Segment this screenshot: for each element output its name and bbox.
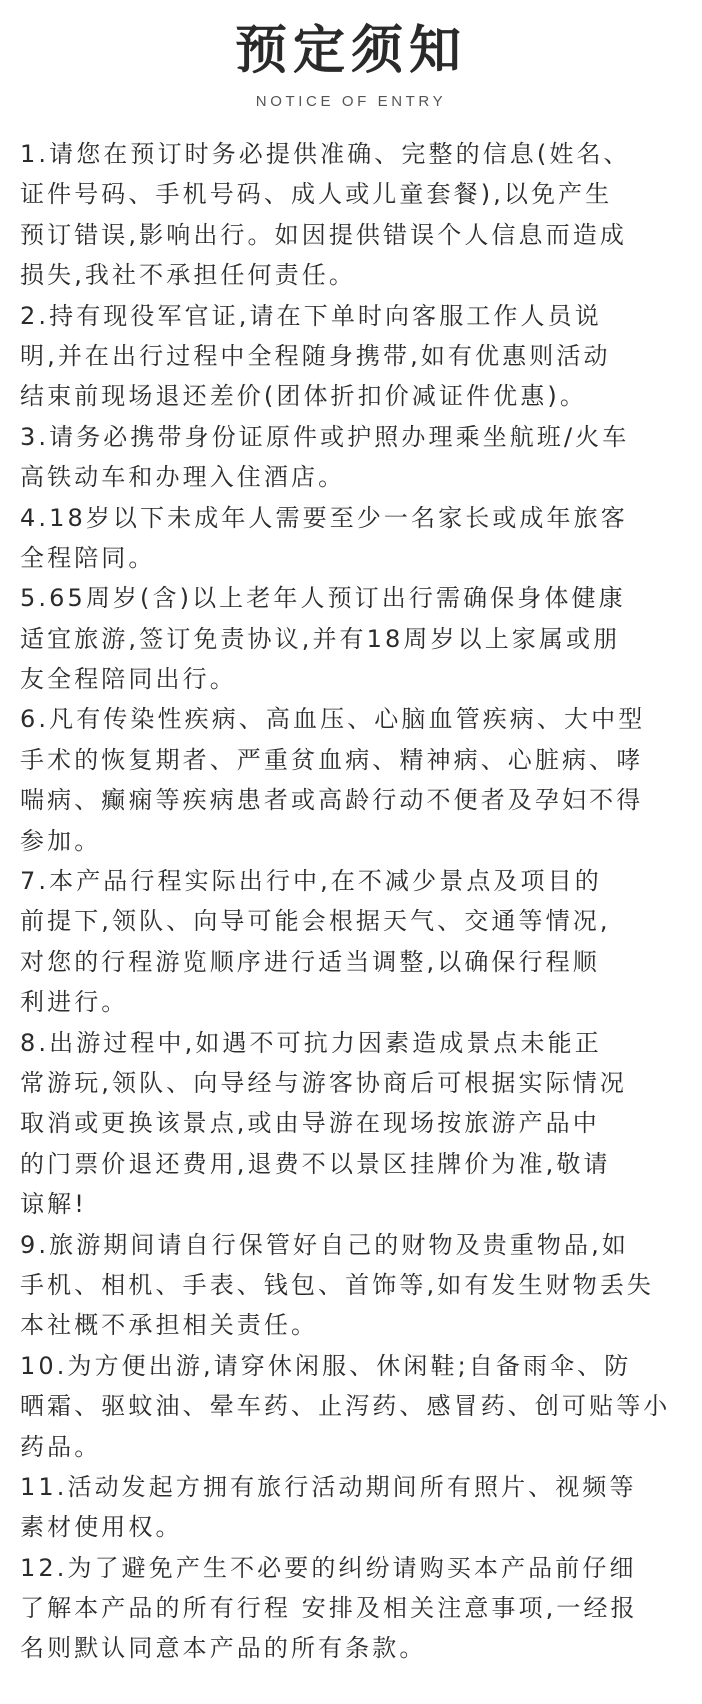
- page-title: 预定须知: [234, 21, 467, 81]
- notice-line: 药品。: [20, 1432, 102, 1461]
- notice-line: 素材使用权。: [20, 1513, 183, 1542]
- notice-line: 5.65周岁(含)以上老年人预订出行需确保身体健康: [20, 584, 626, 613]
- notice-line: 6.凡有传染性疾病、高血压、心脑血管疾病、大中型: [20, 705, 646, 734]
- notice-line: 预订错误,影响出行。如因提供错误个人信息而造成: [20, 220, 627, 249]
- notice-item-8: [20, 1023, 690, 1225]
- notice-line: 2.持有现役军官证,请在下单时向客服工作人员说: [20, 301, 602, 330]
- notice-line: 了解本产品的所有行程 安排及相关注意事项,一经报: [20, 1594, 638, 1623]
- notice-line: 取消或更换该景点,或由导游在现场按旅游产品中: [20, 1109, 600, 1138]
- notice-line: 4.18岁以下未成年人需要至少一名家长或成年旅客: [20, 503, 628, 532]
- notice-line: 证件号码、手机号码、成人或儿童套餐),以免产生: [20, 180, 613, 209]
- notice-line: 结束前现场退还差价(团体折扣价减证件优惠)。: [20, 382, 587, 411]
- notice-line: 损失,我社不承担任何责任。: [20, 261, 356, 290]
- notice-item-12: [20, 1548, 690, 1669]
- notice-line: 9.旅游期间请自行保管好自己的财物及贵重物品,如: [20, 1230, 629, 1259]
- notice-item-6: [20, 699, 690, 861]
- notice-item-7: [20, 861, 690, 1023]
- notice-line: 3.请务必携带身份证原件或护照办理乘坐航班/火车: [20, 422, 630, 451]
- notice-line: 11.活动发起方拥有旅行活动期间所有照片、视频等: [20, 1472, 637, 1501]
- notice-item-3: [20, 417, 690, 498]
- notice-line: 本社概不承担相关责任。: [20, 1311, 319, 1340]
- notice-item-5: [20, 578, 690, 699]
- notice-line: 常游玩,领队、向导经与游客协商后可根据实际情况: [20, 1068, 627, 1097]
- notice-item-10: [20, 1346, 690, 1467]
- notice-item-9: [20, 1225, 690, 1346]
- notice-line: 的门票价退还费用,退费不以景区挂牌价为准,敬请: [20, 1149, 611, 1178]
- notice-line: 喘病、癫痫等疾病患者或高龄行动不便者及孕妇不得: [20, 786, 644, 815]
- notice-line: 对您的行程游览顺序进行适当调整,以确保行程顺: [20, 947, 600, 976]
- notice-line: 晒霜、驱蚊油、晕车药、止泻药、感冒药、创可贴等小: [20, 1392, 671, 1421]
- notice-list: [20, 134, 690, 1669]
- notice-line: 谅解!: [20, 1190, 87, 1219]
- notice-line: 适宜旅游,签订免责协议,并有18周岁以上家属或朋: [20, 624, 621, 653]
- notice-line: 手机、相机、手表、钱包、首饰等,如有发生财物丢失: [20, 1270, 655, 1299]
- notice-item-4: [20, 498, 690, 579]
- notice-item-1: [20, 134, 690, 296]
- notice-line: 12.为了避免产生不必要的纠纷请购买本产品前仔细: [20, 1553, 637, 1582]
- notice-line: 明,并在出行过程中全程随身携带,如有优惠则活动: [20, 341, 611, 370]
- notice-line: 1.请您在预订时务必提供准确、完整的信息(姓名、: [20, 140, 631, 168]
- notice-line: 10.为方便出游,请穿休闲服、休闲鞋;自备雨伞、防: [20, 1351, 632, 1380]
- notice-line: 名则默认同意本产品的所有条款。: [20, 1634, 427, 1663]
- page-subtitle: NOTICE OF ENTRY: [255, 93, 447, 110]
- notice-item-11: [20, 1467, 690, 1548]
- notice-line: 前提下,领队、向导可能会根据天气、交通等情况,: [20, 907, 611, 936]
- notice-line: 8.出游过程中,如遇不可抗力因素造成景点未能正: [20, 1028, 602, 1057]
- notice-line: 参加。: [20, 826, 102, 855]
- notice-line: 高铁动车和办理入住酒店。: [20, 463, 346, 492]
- notice-item-2: [20, 296, 690, 417]
- notice-line: 友全程陪同出行。: [20, 665, 237, 694]
- notice-line: 利进行。: [20, 988, 129, 1017]
- notice-line: 手术的恢复期者、严重贫血病、精神病、心脏病、哮: [20, 745, 644, 774]
- notice-line: 7.本产品行程实际出行中,在不减少景点及项目的: [20, 867, 602, 896]
- notice-line: 全程陪同。: [20, 543, 156, 572]
